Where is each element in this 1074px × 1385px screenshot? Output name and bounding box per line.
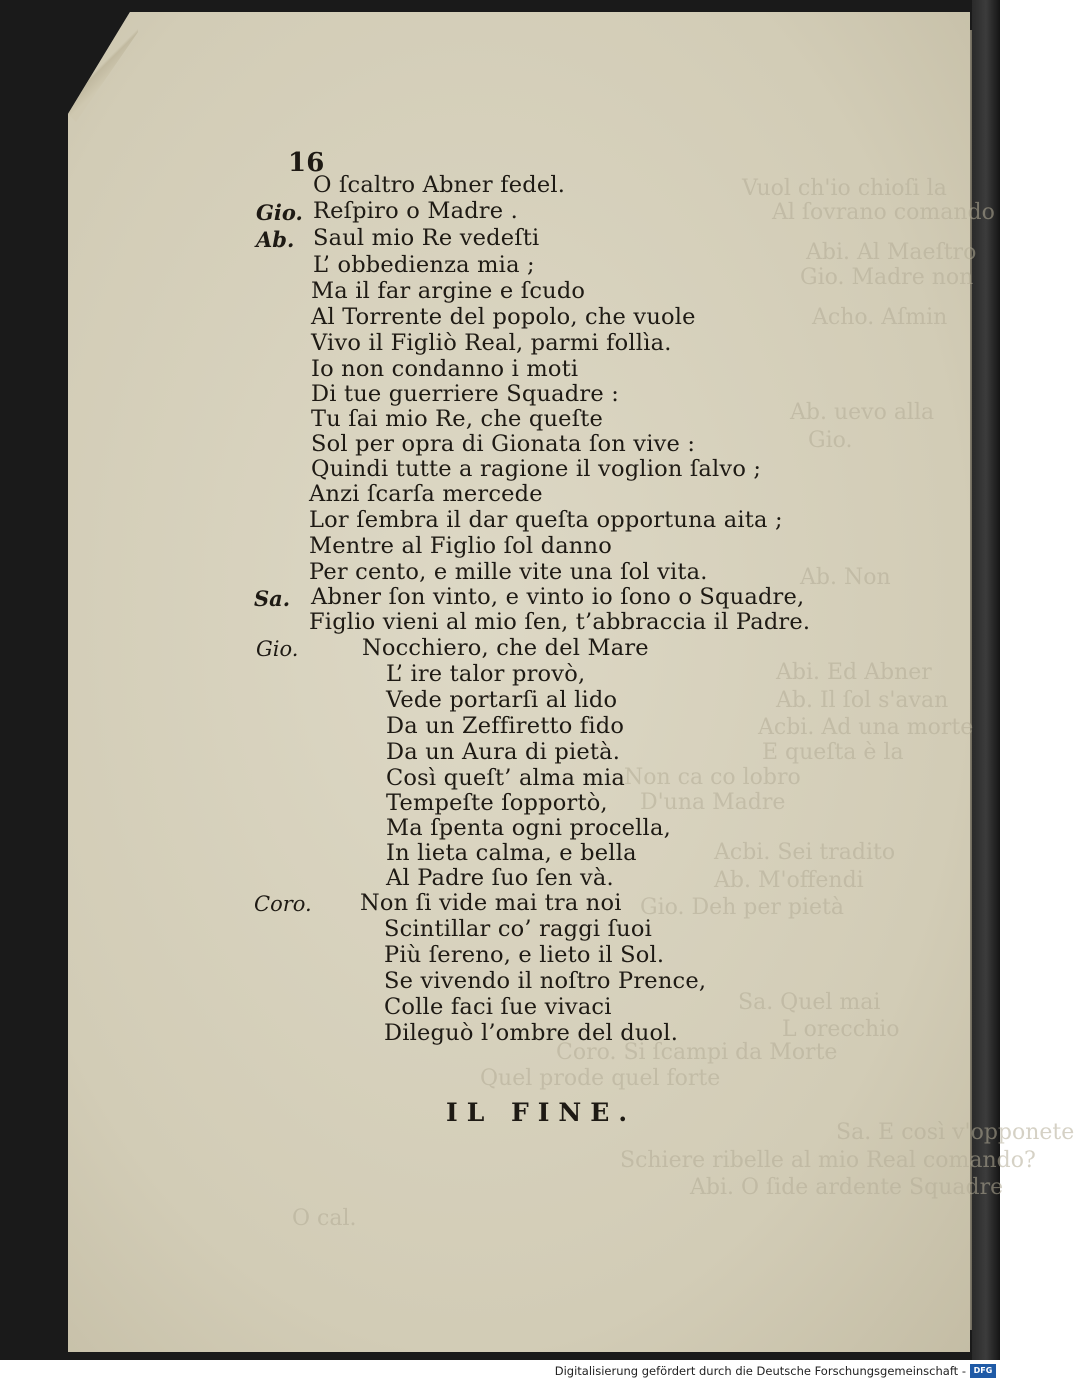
verse-line: Io non condanno i moti [311, 356, 579, 382]
page-number: 16 [288, 148, 325, 178]
speaker-label: Ab. [256, 227, 295, 252]
chorus-line: Colle faci ſue vivaci [384, 994, 612, 1020]
verse-line: Ma il far argine e ſcudo [311, 278, 586, 304]
verse-line: Anzi ſcarſa mercede [309, 481, 543, 507]
verse-line: Di tue guerriere Squadre : [311, 381, 619, 407]
end-heading: IL FINE. [446, 1098, 637, 1127]
verse-line: Quindi tutte a ragione il voglion ſalvo ; [311, 456, 762, 482]
aria-line: L’ ire talor provò, [386, 661, 586, 687]
verse-line: Lor ſembra il dar queſta opportuna aita ; [309, 507, 783, 533]
verse-line: Reſpiro o Madre . [313, 198, 518, 224]
verse-line: Sol per opra di Gionata ſon vive : [311, 431, 696, 457]
chorus-line: Se vivendo il noſtro Prence, [384, 968, 707, 994]
footer-text: Digitalisierung gefördert durch die Deutsche Forschungsgemeinschaft - [554, 1364, 966, 1378]
verse-line: Saul mio Re vedeſti [313, 225, 540, 251]
chorus-line: Dileguò l’ombre del duol. [384, 1020, 679, 1046]
verse-line: Vivo il Figliò Real, parmi follìa. [311, 330, 672, 356]
aria-line: Vede portarſi al lido [386, 687, 618, 713]
aria-line: Ma ſpenta ogni procella, [386, 815, 671, 841]
aria-line: Da un Zeffiretto fido [386, 713, 625, 739]
aria-line: Così queſt’ alma mia [386, 765, 625, 791]
speaker-label: Sa. [254, 586, 291, 611]
chorus-line: Più ſereno, e lieto il Sol. [384, 942, 665, 968]
speaker-label: Gio. [256, 637, 299, 661]
aria-line: Nocchiero, che del Mare [362, 635, 649, 661]
verse-line: L’ obbedienza mia ; [313, 252, 535, 278]
verse-line: Al Torrente del popolo, che vuole [311, 304, 696, 330]
verse-line: O ſcaltro Abner fedel. [313, 172, 566, 198]
speaker-label: Gio. [256, 200, 303, 225]
aria-line: Da un Aura di pietà. [386, 739, 621, 765]
digitization-footer [555, 1364, 996, 1378]
aria-line: Tempeſte ſopportò, [386, 790, 608, 816]
verse-line: Per cento, e mille vite una ſol vita. [309, 559, 708, 585]
verse-line: Mentre al Figlio ſol danno [309, 533, 612, 559]
aria-line: Al Padre ſuo ſen và. [386, 865, 614, 891]
chorus-line: Scintillar co’ raggi ſuoi [384, 916, 652, 942]
verse-line: Figlio vieni al mio ſen, t’abbraccia il Padre. [309, 609, 811, 635]
speaker-label: Coro. [254, 892, 312, 916]
verse-line: Tu ſai mio Re, che queſte [311, 406, 603, 432]
aria-line: In lieta calma, e bella [386, 840, 637, 866]
dfg-logo-icon: DFG [970, 1364, 996, 1378]
chorus-line: Non ſi vide mai tra noi [360, 890, 622, 916]
verse-line: Abner ſon vinto, e vinto io ſono o Squadre, [311, 584, 805, 610]
